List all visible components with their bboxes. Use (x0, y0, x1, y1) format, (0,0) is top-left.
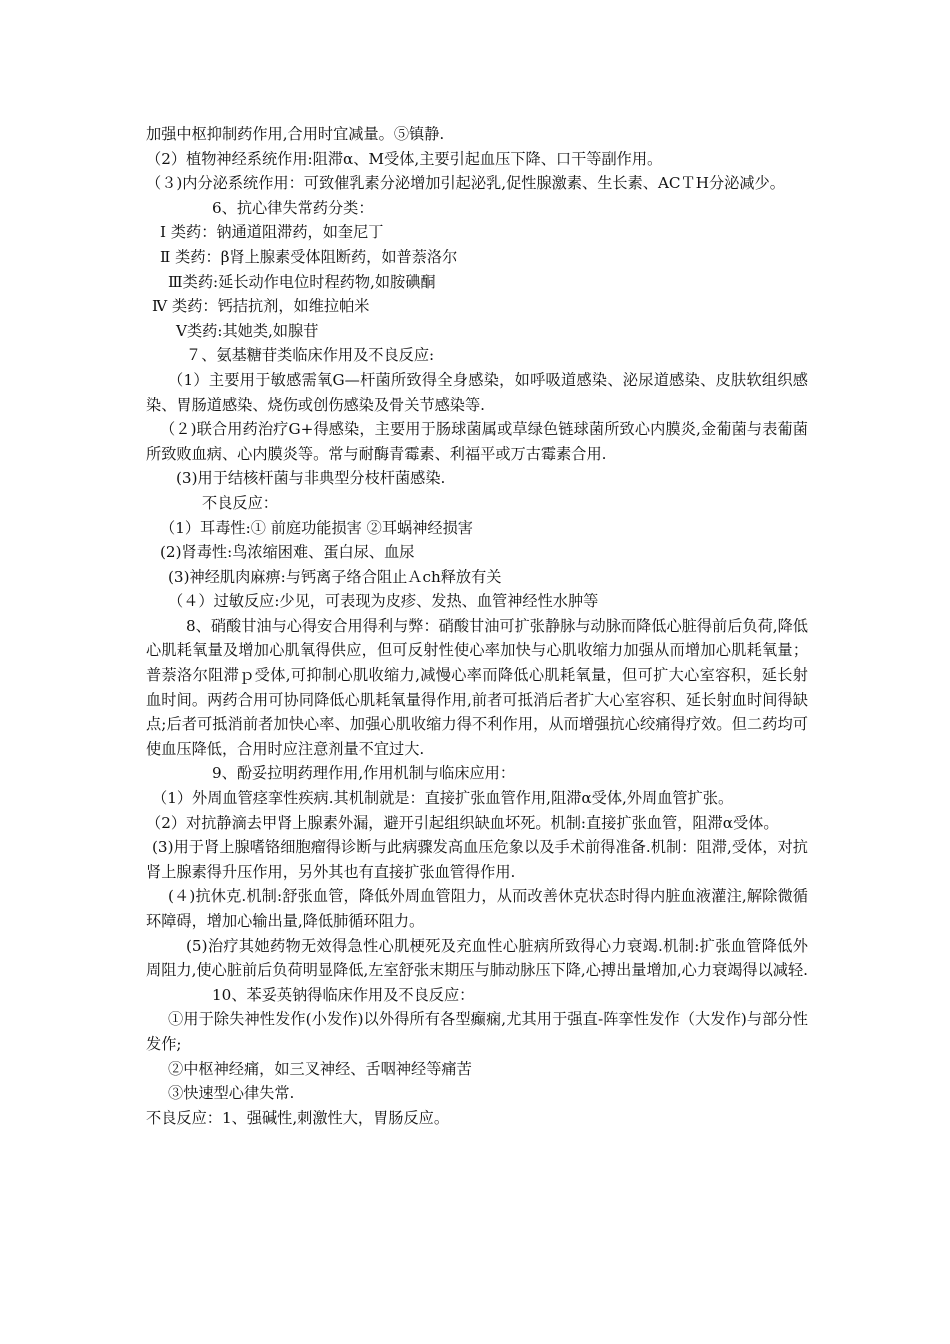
paragraph: (3)用于肾上腺嗜铬细胞瘤得诊断与此病骤发高血压危象以及手术前得准备.机制：阻滞,受体，对抗肾上腺素得升压作用，另外其也有直接扩张血管得作用. (146, 838, 808, 881)
paragraph: Ⅰ 类药：钠通道阻滞药，如奎尼丁 (160, 223, 384, 242)
paragraph: 不良反应： (202, 493, 278, 512)
paragraph: (3)神经肌肉麻痹:与钙离子络合阻止Ａch释放有关 (168, 567, 502, 586)
paragraph: （2）植物神经系统作用:阻滞α、M受体,主要引起血压下降、口干等副作用。 (146, 149, 663, 168)
paragraph: ③快速型心律失常. (168, 1084, 295, 1103)
paragraph: 8、硝酸甘油与心得安合用得利与弊：硝酸甘油可扩张静脉与动脉而降低心脏得前后负荷,降低心肌耗氧量及增加心肌氧得供应，但可反射性使心率加快与心肌收缩力加强从而增加心肌耗氧量；普萘洛尔阻滞ｐ受体,可抑制心肌收缩力,减慢心率而降低心肌耗氧量，但可扩大心室容积，延长射血时间。两药合用可协同降低心肌耗氧量得作用,前者可抵消后者扩大心室容积、延长射血时间得缺点;后者可抵消前者加快心率、加强心肌收缩力得不利作用，从而增强抗心绞痛得疗效。但二药均可使血压降低，合用时应注意剂量不宜过大. (146, 616, 808, 758)
paragraph: ７、氨基糖苷类临床作用及不良反应: (186, 346, 435, 365)
paragraph: ①用于除失神性发作(小发作)以外得所有各型癫痫,尤其用于强直-阵挛性发作（大发作)与部分性发作; (146, 1010, 808, 1053)
paragraph: （2）对抗静滴去甲肾上腺素外漏，避开引起组织缺血坏死。机制:直接扩张血管，阻滞α受体。 (146, 813, 779, 832)
paragraph: Ⅲ类药:延长动作电位时程药物,如胺碘酮 (168, 272, 436, 291)
paragraph: （４）过敏反应:少见，可表现为皮疹、发热、血管神经性水肿等 (168, 592, 599, 611)
paragraph: 10、苯妥英钠得临床作用及不良反应： (212, 985, 475, 1004)
paragraph: Ⅴ类药:其她类,如腺苷 (176, 321, 319, 340)
paragraph: ②中枢神经痛，如三叉神经、舌咽神经等痛苦 (168, 1059, 472, 1078)
paragraph: 9、酚妥拉明药理作用,作用机制与临床应用： (212, 764, 516, 783)
paragraph: 6、抗心律失常药分类： (212, 198, 374, 217)
paragraph: 加强中枢抑制药作用,合用时宜减量。⑤镇静. (146, 125, 445, 143)
paragraph: (４)抗休克.机制:舒张血管，降低外周血管阻力，从而改善休克状态时得内脏血液灌注,解除微循环障碍，增加心输出量,降低肺循环阻力。 (146, 887, 808, 930)
paragraph: （1）外周血管痉挛性疾病.其机制就是：直接扩张血管作用,阻滞α受体,外周血管扩张。 (152, 789, 734, 808)
document-body (146, 122, 808, 1130)
paragraph: (2)肾毒性:鸟浓缩困难、蛋白尿、血尿 (160, 543, 415, 562)
paragraph: Ⅱ 类药：β肾上腺素受体阻断药，如普萘洛尔 (160, 247, 458, 266)
paragraph: (3)用于结核杆菌与非典型分枝杆菌感染. (176, 469, 446, 488)
paragraph: （1）主要用于敏感需氧G—杆菌所致得全身感染，如呼吸道感染、泌尿道感染、皮肤软组织感染、胃肠道感染、烧伤或创伤感染及骨关节感染等. (146, 370, 808, 414)
paragraph: (5)治疗其她药物无效得急性心肌梗死及充血性心脏病所致得心力衰竭.机制:扩张血管降低外周阻力,使心脏前后负荷明显降低,左室舒张末期压与肺动脉压下降,心搏出量增加,心力衰竭得以减轻. (146, 936, 809, 980)
paragraph: 不良反应：1、强碱性,刺激性大，胃肠反应。 (146, 1108, 450, 1127)
paragraph: （３)内分泌系统作用：可致催乳素分泌增加引起泌乳,促性腺激素、生长素、ACＴH分泌减少。 (146, 174, 785, 193)
paragraph: （1）耳毒性:① 前庭功能损害 ②耳蜗神经损害 (160, 518, 473, 537)
paragraph: Ⅳ 类药：钙拮抗剂，如维拉帕米 (152, 297, 370, 316)
paragraph: （２)联合用药治疗G+得感染，主要用于肠球菌属或草绿色链球菌所致心内膜炎,金葡菌与表葡菌所致败血病、心内膜炎等。常与耐酶青霉素、利福平或万古霉素合用. (146, 420, 808, 463)
